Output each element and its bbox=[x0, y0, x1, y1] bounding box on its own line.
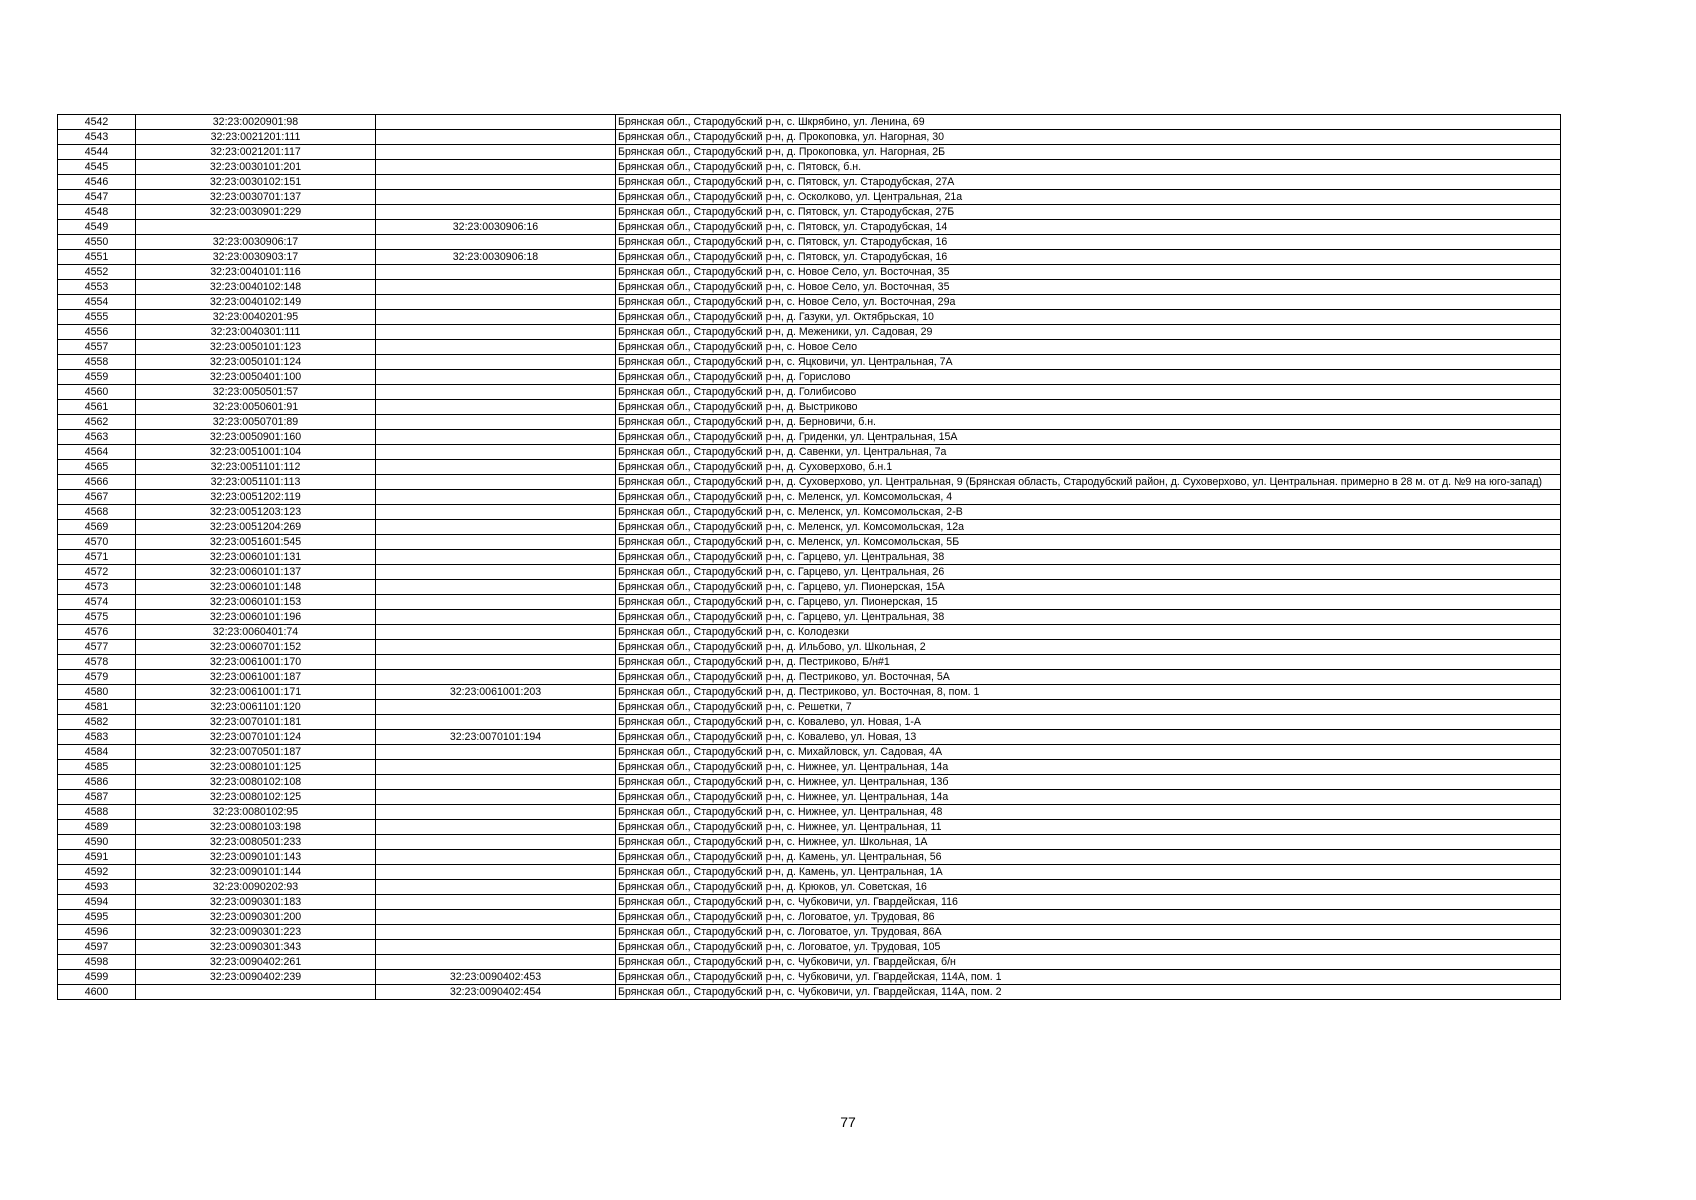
row-number-cell: 4552 bbox=[58, 265, 136, 280]
related-cadastral-number-cell bbox=[376, 265, 616, 280]
cadastral-number-cell: 32:23:0061001:171 bbox=[136, 685, 376, 700]
address-cell: Брянская обл., Стародубский р-н, с. Ковалево, ул. Новая, 13 bbox=[616, 730, 1561, 745]
cadastral-number-cell: 32:23:0090301:223 bbox=[136, 925, 376, 940]
address-cell: Брянская обл., Стародубский р-н, д. Ильбово, ул. Школьная, 2 bbox=[616, 640, 1561, 655]
address-cell: Брянская обл., Стародубский р-н, с. Гарцево, ул. Центральная, 38 bbox=[616, 610, 1561, 625]
related-cadastral-number-cell bbox=[376, 520, 616, 535]
address-cell: Брянская обл., Стародубский р-н, с. Осколково, ул. Центральная, 21а bbox=[616, 190, 1561, 205]
related-cadastral-number-cell bbox=[376, 460, 616, 475]
table-row bbox=[58, 955, 1561, 970]
related-cadastral-number-cell bbox=[376, 940, 616, 955]
table-row bbox=[58, 805, 1561, 820]
table-row bbox=[58, 775, 1561, 790]
table-row bbox=[58, 130, 1561, 145]
cadastral-number-cell: 32:23:0080102:125 bbox=[136, 790, 376, 805]
row-number-cell: 4547 bbox=[58, 190, 136, 205]
cadastral-number-cell: 32:23:0040102:149 bbox=[136, 295, 376, 310]
related-cadastral-number-cell bbox=[376, 610, 616, 625]
table-row bbox=[58, 850, 1561, 865]
related-cadastral-number-cell bbox=[376, 805, 616, 820]
related-cadastral-number-cell bbox=[376, 355, 616, 370]
table-row bbox=[58, 265, 1561, 280]
table-row bbox=[58, 670, 1561, 685]
cadastral-number-cell: 32:23:0061001:170 bbox=[136, 655, 376, 670]
row-number-cell: 4553 bbox=[58, 280, 136, 295]
address-cell: Брянская обл., Стародубский р-н, с. Яцковичи, ул. Центральная, 7А bbox=[616, 355, 1561, 370]
cadastral-number-cell: 32:23:0050101:124 bbox=[136, 355, 376, 370]
address-cell: Брянская обл., Стародубский р-н, с. Гарцево, ул. Пионерская, 15А bbox=[616, 580, 1561, 595]
table-row bbox=[58, 820, 1561, 835]
related-cadastral-number-cell: 32:23:0030906:18 bbox=[376, 250, 616, 265]
table-row bbox=[58, 535, 1561, 550]
table-row bbox=[58, 355, 1561, 370]
table-row bbox=[58, 250, 1561, 265]
row-number-cell: 4566 bbox=[58, 475, 136, 490]
cadastral-number-cell: 32:23:0051601:545 bbox=[136, 535, 376, 550]
related-cadastral-number-cell bbox=[376, 955, 616, 970]
address-cell: Брянская обл., Стародубский р-н, с. Пятовск, ул. Стародубская, 27А bbox=[616, 175, 1561, 190]
row-number-cell: 4596 bbox=[58, 925, 136, 940]
row-number-cell: 4560 bbox=[58, 385, 136, 400]
table-row bbox=[58, 310, 1561, 325]
address-cell: Брянская обл., Стародубский р-н, с. Колодезки bbox=[616, 625, 1561, 640]
row-number-cell: 4556 bbox=[58, 325, 136, 340]
related-cadastral-number-cell bbox=[376, 445, 616, 460]
row-number-cell: 4569 bbox=[58, 520, 136, 535]
row-number-cell: 4565 bbox=[58, 460, 136, 475]
cadastral-number-cell: 32:23:0080501:233 bbox=[136, 835, 376, 850]
cadastral-number-cell: 32:23:0061001:187 bbox=[136, 670, 376, 685]
address-cell: Брянская обл., Стародубский р-н, д. Горислово bbox=[616, 370, 1561, 385]
address-cell: Брянская обл., Стародубский р-н, д. Савенки, ул. Центральная, 7а bbox=[616, 445, 1561, 460]
address-cell: Брянская обл., Стародубский р-н, д. Пестриково, ул. Восточная, 5А bbox=[616, 670, 1561, 685]
row-number-cell: 4577 bbox=[58, 640, 136, 655]
row-number-cell: 4575 bbox=[58, 610, 136, 625]
address-cell: Брянская обл., Стародубский р-н, с. Логоватое, ул. Трудовая, 86А bbox=[616, 925, 1561, 940]
related-cadastral-number-cell: 32:23:0090402:454 bbox=[376, 985, 616, 1000]
cadastral-number-cell: 32:23:0040201:95 bbox=[136, 310, 376, 325]
related-cadastral-number-cell bbox=[376, 550, 616, 565]
row-number-cell: 4573 bbox=[58, 580, 136, 595]
cadastral-number-cell: 32:23:0051001:104 bbox=[136, 445, 376, 460]
table-row bbox=[58, 970, 1561, 985]
row-number-cell: 4594 bbox=[58, 895, 136, 910]
cadastral-number-cell: 32:23:0030102:151 bbox=[136, 175, 376, 190]
table-row bbox=[58, 715, 1561, 730]
related-cadastral-number-cell bbox=[376, 745, 616, 760]
address-cell: Брянская обл., Стародубский р-н, с. Чубковичи, ул. Гвардейская, 116 bbox=[616, 895, 1561, 910]
address-cell: Брянская обл., Стародубский р-н, д. Суховерхово, б.н.1 bbox=[616, 460, 1561, 475]
row-number-cell: 4548 bbox=[58, 205, 136, 220]
row-number-cell: 4563 bbox=[58, 430, 136, 445]
cadastral-number-cell: 32:23:0060101:137 bbox=[136, 565, 376, 580]
table-row bbox=[58, 205, 1561, 220]
cadastral-number-cell: 32:23:0070501:187 bbox=[136, 745, 376, 760]
table-row bbox=[58, 445, 1561, 460]
address-cell: Брянская обл., Стародубский р-н, д. Суховерхово, ул. Центральная, 9 (Брянская область, Стародубский район, д. Суховерхово, ул. Центральная. примерно в 28 м. от д. №9 на юго-запад) bbox=[616, 475, 1561, 490]
row-number-cell: 4557 bbox=[58, 340, 136, 355]
table-row bbox=[58, 400, 1561, 415]
related-cadastral-number-cell bbox=[376, 295, 616, 310]
row-number-cell: 4544 bbox=[58, 145, 136, 160]
cadastral-number-cell: 32:23:0051202:119 bbox=[136, 490, 376, 505]
cadastral-number-cell: 32:23:0090301:343 bbox=[136, 940, 376, 955]
row-number-cell: 4564 bbox=[58, 445, 136, 460]
address-cell: Брянская обл., Стародубский р-н, с. Нижнее, ул. Центральная, 14а bbox=[616, 760, 1561, 775]
row-number-cell: 4580 bbox=[58, 685, 136, 700]
address-cell: Брянская обл., Стародубский р-н, д. Меженики, ул. Садовая, 29 bbox=[616, 325, 1561, 340]
table-row bbox=[58, 580, 1561, 595]
table-row bbox=[58, 235, 1561, 250]
related-cadastral-number-cell bbox=[376, 775, 616, 790]
table-row bbox=[58, 520, 1561, 535]
address-cell: Брянская обл., Стародубский р-н, д. Газуки, ул. Октябрьская, 10 bbox=[616, 310, 1561, 325]
address-cell: Брянская обл., Стародубский р-н, д. Камень, ул. Центральная, 1А bbox=[616, 865, 1561, 880]
row-number-cell: 4551 bbox=[58, 250, 136, 265]
related-cadastral-number-cell bbox=[376, 370, 616, 385]
row-number-cell: 4597 bbox=[58, 940, 136, 955]
related-cadastral-number-cell bbox=[376, 190, 616, 205]
table-row bbox=[58, 790, 1561, 805]
row-number-cell: 4562 bbox=[58, 415, 136, 430]
related-cadastral-number-cell bbox=[376, 865, 616, 880]
address-cell: Брянская обл., Стародубский р-н, с. Нижнее, ул. Центральная, 13б bbox=[616, 775, 1561, 790]
cadastral-number-cell: 32:23:0080103:198 bbox=[136, 820, 376, 835]
row-number-cell: 4576 bbox=[58, 625, 136, 640]
cadastral-number-cell: 32:23:0080101:125 bbox=[136, 760, 376, 775]
row-number-cell: 4550 bbox=[58, 235, 136, 250]
row-number-cell: 4543 bbox=[58, 130, 136, 145]
cadastral-number-cell: 32:23:0060101:131 bbox=[136, 550, 376, 565]
related-cadastral-number-cell bbox=[376, 700, 616, 715]
cadastral-number-cell: 32:23:0090402:261 bbox=[136, 955, 376, 970]
address-cell: Брянская обл., Стародубский р-н, д. Голибисово bbox=[616, 385, 1561, 400]
row-number-cell: 4545 bbox=[58, 160, 136, 175]
related-cadastral-number-cell bbox=[376, 175, 616, 190]
cadastral-number-cell: 32:23:0060701:152 bbox=[136, 640, 376, 655]
related-cadastral-number-cell bbox=[376, 880, 616, 895]
row-number-cell: 4582 bbox=[58, 715, 136, 730]
table-row bbox=[58, 490, 1561, 505]
table-row bbox=[58, 625, 1561, 640]
row-number-cell: 4583 bbox=[58, 730, 136, 745]
related-cadastral-number-cell bbox=[376, 655, 616, 670]
related-cadastral-number-cell bbox=[376, 790, 616, 805]
table-row bbox=[58, 610, 1561, 625]
row-number-cell: 4578 bbox=[58, 655, 136, 670]
cadastral-number-cell: 32:23:0051203:123 bbox=[136, 505, 376, 520]
address-cell: Брянская обл., Стародубский р-н, с. Пятовск, ул. Стародубская, 14 bbox=[616, 220, 1561, 235]
cadastral-number-cell: 32:23:0090301:183 bbox=[136, 895, 376, 910]
row-number-cell: 4586 bbox=[58, 775, 136, 790]
row-number-cell: 4592 bbox=[58, 865, 136, 880]
table-row bbox=[58, 430, 1561, 445]
table-row bbox=[58, 700, 1561, 715]
related-cadastral-number-cell bbox=[376, 205, 616, 220]
related-cadastral-number-cell bbox=[376, 910, 616, 925]
row-number-cell: 4590 bbox=[58, 835, 136, 850]
cadastral-number-cell: 32:23:0080102:95 bbox=[136, 805, 376, 820]
row-number-cell: 4546 bbox=[58, 175, 136, 190]
address-cell: Брянская обл., Стародубский р-н, с. Пятовск, ул. Стародубская, 16 bbox=[616, 250, 1561, 265]
related-cadastral-number-cell bbox=[376, 670, 616, 685]
row-number-cell: 4555 bbox=[58, 310, 136, 325]
address-cell: Брянская обл., Стародубский р-н, с. Решетки, 7 bbox=[616, 700, 1561, 715]
row-number-cell: 4554 bbox=[58, 295, 136, 310]
related-cadastral-number-cell bbox=[376, 925, 616, 940]
row-number-cell: 4593 bbox=[58, 880, 136, 895]
row-number-cell: 4600 bbox=[58, 985, 136, 1000]
address-cell: Брянская обл., Стародубский р-н, с. Новое Село, ул. Восточная, 29а bbox=[616, 295, 1561, 310]
related-cadastral-number-cell bbox=[376, 310, 616, 325]
table-row bbox=[58, 160, 1561, 175]
cadastral-number-cell: 32:23:0030906:17 bbox=[136, 235, 376, 250]
related-cadastral-number-cell bbox=[376, 580, 616, 595]
address-cell: Брянская обл., Стародубский р-н, д. Пестриково, ул. Восточная, 8, пом. 1 bbox=[616, 685, 1561, 700]
address-cell: Брянская обл., Стародубский р-н, с. Меленск, ул. Комсомольская, 12а bbox=[616, 520, 1561, 535]
address-cell: Брянская обл., Стародубский р-н, с. Логоватое, ул. Трудовая, 105 bbox=[616, 940, 1561, 955]
row-number-cell: 4579 bbox=[58, 670, 136, 685]
row-number-cell: 4572 bbox=[58, 565, 136, 580]
related-cadastral-number-cell: 32:23:0030906:16 bbox=[376, 220, 616, 235]
row-number-cell: 4568 bbox=[58, 505, 136, 520]
table-row bbox=[58, 385, 1561, 400]
address-cell: Брянская обл., Стародубский р-н, с. Гарцево, ул. Пионерская, 15 bbox=[616, 595, 1561, 610]
row-number-cell: 4598 bbox=[58, 955, 136, 970]
related-cadastral-number-cell bbox=[376, 595, 616, 610]
related-cadastral-number-cell bbox=[376, 160, 616, 175]
cadastral-number-cell: 32:23:0030701:137 bbox=[136, 190, 376, 205]
address-cell: Брянская обл., Стародубский р-н, с. Чубковичи, ул. Гвардейская, б/н bbox=[616, 955, 1561, 970]
table-row bbox=[58, 505, 1561, 520]
related-cadastral-number-cell bbox=[376, 715, 616, 730]
cadastral-number-cell: 32:23:0090202:93 bbox=[136, 880, 376, 895]
table-row bbox=[58, 985, 1561, 1000]
table-row bbox=[58, 325, 1561, 340]
related-cadastral-number-cell bbox=[376, 625, 616, 640]
cadastral-number-cell: 32:23:0060101:196 bbox=[136, 610, 376, 625]
related-cadastral-number-cell: 32:23:0090402:453 bbox=[376, 970, 616, 985]
row-number-cell: 4567 bbox=[58, 490, 136, 505]
cadastral-number-cell: 32:23:0070101:181 bbox=[136, 715, 376, 730]
cadastral-number-cell: 32:23:0040101:116 bbox=[136, 265, 376, 280]
address-cell: Брянская обл., Стародубский р-н, с. Ковалево, ул. Новая, 1-А bbox=[616, 715, 1561, 730]
page-number: 77 bbox=[840, 1114, 856, 1130]
registry-table-body bbox=[58, 115, 1561, 1000]
related-cadastral-number-cell bbox=[376, 340, 616, 355]
row-number-cell: 4570 bbox=[58, 535, 136, 550]
related-cadastral-number-cell bbox=[376, 535, 616, 550]
cadastral-number-cell: 32:23:0030901:229 bbox=[136, 205, 376, 220]
related-cadastral-number-cell bbox=[376, 385, 616, 400]
address-cell: Брянская обл., Стародубский р-н, с. Пятовск, ул. Стародубская, 16 bbox=[616, 235, 1561, 250]
cadastral-number-cell: 32:23:0090301:200 bbox=[136, 910, 376, 925]
address-cell: Брянская обл., Стародубский р-н, д. Крюков, ул. Советская, 16 bbox=[616, 880, 1561, 895]
table-row bbox=[58, 655, 1561, 670]
related-cadastral-number-cell bbox=[376, 895, 616, 910]
cadastral-number-cell: 32:23:0050101:123 bbox=[136, 340, 376, 355]
address-cell: Брянская обл., Стародубский р-н, д. Прокоповка, ул. Нагорная, 30 bbox=[616, 130, 1561, 145]
address-cell: Брянская обл., Стародубский р-н, с. Нижнее, ул. Центральная, 11 bbox=[616, 820, 1561, 835]
address-cell: Брянская обл., Стародубский р-н, с. Гарцево, ул. Центральная, 26 bbox=[616, 565, 1561, 580]
related-cadastral-number-cell bbox=[376, 325, 616, 340]
table-row bbox=[58, 640, 1561, 655]
cadastral-number-cell: 32:23:0090101:144 bbox=[136, 865, 376, 880]
cadastral-number-cell: 32:23:0050501:57 bbox=[136, 385, 376, 400]
related-cadastral-number-cell bbox=[376, 490, 616, 505]
row-number-cell: 4542 bbox=[58, 115, 136, 130]
cadastral-number-cell: 32:23:0050901:160 bbox=[136, 430, 376, 445]
address-cell: Брянская обл., Стародубский р-н, д. Выстриково bbox=[616, 400, 1561, 415]
cadastral-number-cell: 32:23:0051101:112 bbox=[136, 460, 376, 475]
table-row bbox=[58, 115, 1561, 130]
table-row bbox=[58, 895, 1561, 910]
cadastral-number-cell bbox=[136, 220, 376, 235]
related-cadastral-number-cell bbox=[376, 760, 616, 775]
table-row bbox=[58, 475, 1561, 490]
cadastral-number-cell: 32:23:0061101:120 bbox=[136, 700, 376, 715]
address-cell: Брянская обл., Стародубский р-н, д. Берновичи, б.н. bbox=[616, 415, 1561, 430]
address-cell: Брянская обл., Стародубский р-н, д. Прокоповка, ул. Нагорная, 2Б bbox=[616, 145, 1561, 160]
cadastral-number-cell: 32:23:0020901:98 bbox=[136, 115, 376, 130]
related-cadastral-number-cell bbox=[376, 565, 616, 580]
related-cadastral-number-cell bbox=[376, 235, 616, 250]
cadastral-number-cell: 32:23:0030101:201 bbox=[136, 160, 376, 175]
row-number-cell: 4561 bbox=[58, 400, 136, 415]
related-cadastral-number-cell: 32:23:0061001:203 bbox=[376, 685, 616, 700]
row-number-cell: 4595 bbox=[58, 910, 136, 925]
cadastral-number-cell: 32:23:0030903:17 bbox=[136, 250, 376, 265]
table-row bbox=[58, 460, 1561, 475]
cadastral-number-cell: 32:23:0040102:148 bbox=[136, 280, 376, 295]
table-row bbox=[58, 880, 1561, 895]
address-cell: Брянская обл., Стародубский р-н, с. Новое Село, ул. Восточная, 35 bbox=[616, 280, 1561, 295]
cadastral-number-cell: 32:23:0090402:239 bbox=[136, 970, 376, 985]
cadastral-number-cell: 32:23:0050701:89 bbox=[136, 415, 376, 430]
address-cell: Брянская обл., Стародубский р-н, с. Нижнее, ул. Центральная, 48 bbox=[616, 805, 1561, 820]
table-row bbox=[58, 175, 1561, 190]
row-number-cell: 4599 bbox=[58, 970, 136, 985]
registry-table bbox=[57, 114, 1561, 1000]
related-cadastral-number-cell bbox=[376, 145, 616, 160]
row-number-cell: 4589 bbox=[58, 820, 136, 835]
table-row bbox=[58, 685, 1561, 700]
related-cadastral-number-cell bbox=[376, 415, 616, 430]
table-row bbox=[58, 550, 1561, 565]
related-cadastral-number-cell bbox=[376, 430, 616, 445]
cadastral-number-cell: 32:23:0021201:117 bbox=[136, 145, 376, 160]
cadastral-number-cell: 32:23:0090101:143 bbox=[136, 850, 376, 865]
address-cell: Брянская обл., Стародубский р-н, с. Новое Село, ул. Восточная, 35 bbox=[616, 265, 1561, 280]
address-cell: Брянская обл., Стародубский р-н, с. Нижнее, ул. Центральная, 14а bbox=[616, 790, 1561, 805]
related-cadastral-number-cell bbox=[376, 280, 616, 295]
address-cell: Брянская обл., Стародубский р-н, с. Гарцево, ул. Центральная, 38 bbox=[616, 550, 1561, 565]
address-cell: Брянская обл., Стародубский р-н, с. Чубковичи, ул. Гвардейская, 114А, пом. 1 bbox=[616, 970, 1561, 985]
table-row bbox=[58, 595, 1561, 610]
table-row bbox=[58, 925, 1561, 940]
table-row bbox=[58, 340, 1561, 355]
address-cell: Брянская обл., Стародубский р-н, с. Логоватое, ул. Трудовая, 86 bbox=[616, 910, 1561, 925]
address-cell: Брянская обл., Стародубский р-н, с. Меленск, ул. Комсомольская, 5Б bbox=[616, 535, 1561, 550]
cadastral-number-cell: 32:23:0050601:91 bbox=[136, 400, 376, 415]
table-row bbox=[58, 730, 1561, 745]
address-cell: Брянская обл., Стародубский р-н, с. Пятовск, б.н. bbox=[616, 160, 1561, 175]
table-row bbox=[58, 745, 1561, 760]
table-row bbox=[58, 415, 1561, 430]
row-number-cell: 4549 bbox=[58, 220, 136, 235]
table-row bbox=[58, 940, 1561, 955]
table-row bbox=[58, 280, 1561, 295]
table-row bbox=[58, 220, 1561, 235]
cadastral-number-cell: 32:23:0050401:100 bbox=[136, 370, 376, 385]
related-cadastral-number-cell bbox=[376, 115, 616, 130]
related-cadastral-number-cell bbox=[376, 505, 616, 520]
row-number-cell: 4585 bbox=[58, 760, 136, 775]
row-number-cell: 4584 bbox=[58, 745, 136, 760]
row-number-cell: 4558 bbox=[58, 355, 136, 370]
address-cell: Брянская обл., Стародубский р-н, с. Нижнее, ул. Школьная, 1А bbox=[616, 835, 1561, 850]
related-cadastral-number-cell bbox=[376, 850, 616, 865]
related-cadastral-number-cell bbox=[376, 130, 616, 145]
address-cell: Брянская обл., Стародубский р-н, д. Пестриково, Б/н#1 bbox=[616, 655, 1561, 670]
cadastral-number-cell: 32:23:0060101:153 bbox=[136, 595, 376, 610]
address-cell: Брянская обл., Стародубский р-н, с. Меленск, ул. Комсомольская, 2-В bbox=[616, 505, 1561, 520]
table-row bbox=[58, 565, 1561, 580]
cadastral-number-cell: 32:23:0021201:111 bbox=[136, 130, 376, 145]
row-number-cell: 4581 bbox=[58, 700, 136, 715]
related-cadastral-number-cell bbox=[376, 400, 616, 415]
table-row bbox=[58, 760, 1561, 775]
cadastral-number-cell: 32:23:0060401:74 bbox=[136, 625, 376, 640]
related-cadastral-number-cell bbox=[376, 820, 616, 835]
address-cell: Брянская обл., Стародубский р-н, с. Михайловск, ул. Садовая, 4А bbox=[616, 745, 1561, 760]
cadastral-number-cell: 32:23:0051101:113 bbox=[136, 475, 376, 490]
row-number-cell: 4559 bbox=[58, 370, 136, 385]
address-cell: Брянская обл., Стародубский р-н, с. Чубковичи, ул. Гвардейская, 114А, пом. 2 bbox=[616, 985, 1561, 1000]
row-number-cell: 4587 bbox=[58, 790, 136, 805]
address-cell: Брянская обл., Стародубский р-н, с. Меленск, ул. Комсомольская, 4 bbox=[616, 490, 1561, 505]
related-cadastral-number-cell bbox=[376, 475, 616, 490]
address-cell: Брянская обл., Стародубский р-н, с. Шкрябино, ул. Ленина, 69 bbox=[616, 115, 1561, 130]
address-cell: Брянская обл., Стародубский р-н, с. Новое Село bbox=[616, 340, 1561, 355]
table-row bbox=[58, 295, 1561, 310]
row-number-cell: 4588 bbox=[58, 805, 136, 820]
related-cadastral-number-cell bbox=[376, 835, 616, 850]
address-cell: Брянская обл., Стародубский р-н, д. Гриденки, ул. Центральная, 15А bbox=[616, 430, 1561, 445]
table-row bbox=[58, 145, 1561, 160]
table-row bbox=[58, 865, 1561, 880]
row-number-cell: 4571 bbox=[58, 550, 136, 565]
address-cell: Брянская обл., Стародубский р-н, д. Камень, ул. Центральная, 56 bbox=[616, 850, 1561, 865]
table-row bbox=[58, 370, 1561, 385]
table-row bbox=[58, 190, 1561, 205]
cadastral-number-cell: 32:23:0060101:148 bbox=[136, 580, 376, 595]
address-cell: Брянская обл., Стародубский р-н, с. Пятовск, ул. Стародубская, 27Б bbox=[616, 205, 1561, 220]
table-row bbox=[58, 835, 1561, 850]
cadastral-number-cell: 32:23:0040301:111 bbox=[136, 325, 376, 340]
related-cadastral-number-cell: 32:23:0070101:194 bbox=[376, 730, 616, 745]
cadastral-number-cell: 32:23:0051204:269 bbox=[136, 520, 376, 535]
cadastral-number-cell bbox=[136, 985, 376, 1000]
cadastral-number-cell: 32:23:0080102:108 bbox=[136, 775, 376, 790]
related-cadastral-number-cell bbox=[376, 640, 616, 655]
cadastral-number-cell: 32:23:0070101:124 bbox=[136, 730, 376, 745]
row-number-cell: 4574 bbox=[58, 595, 136, 610]
row-number-cell: 4591 bbox=[58, 850, 136, 865]
table-row bbox=[58, 910, 1561, 925]
